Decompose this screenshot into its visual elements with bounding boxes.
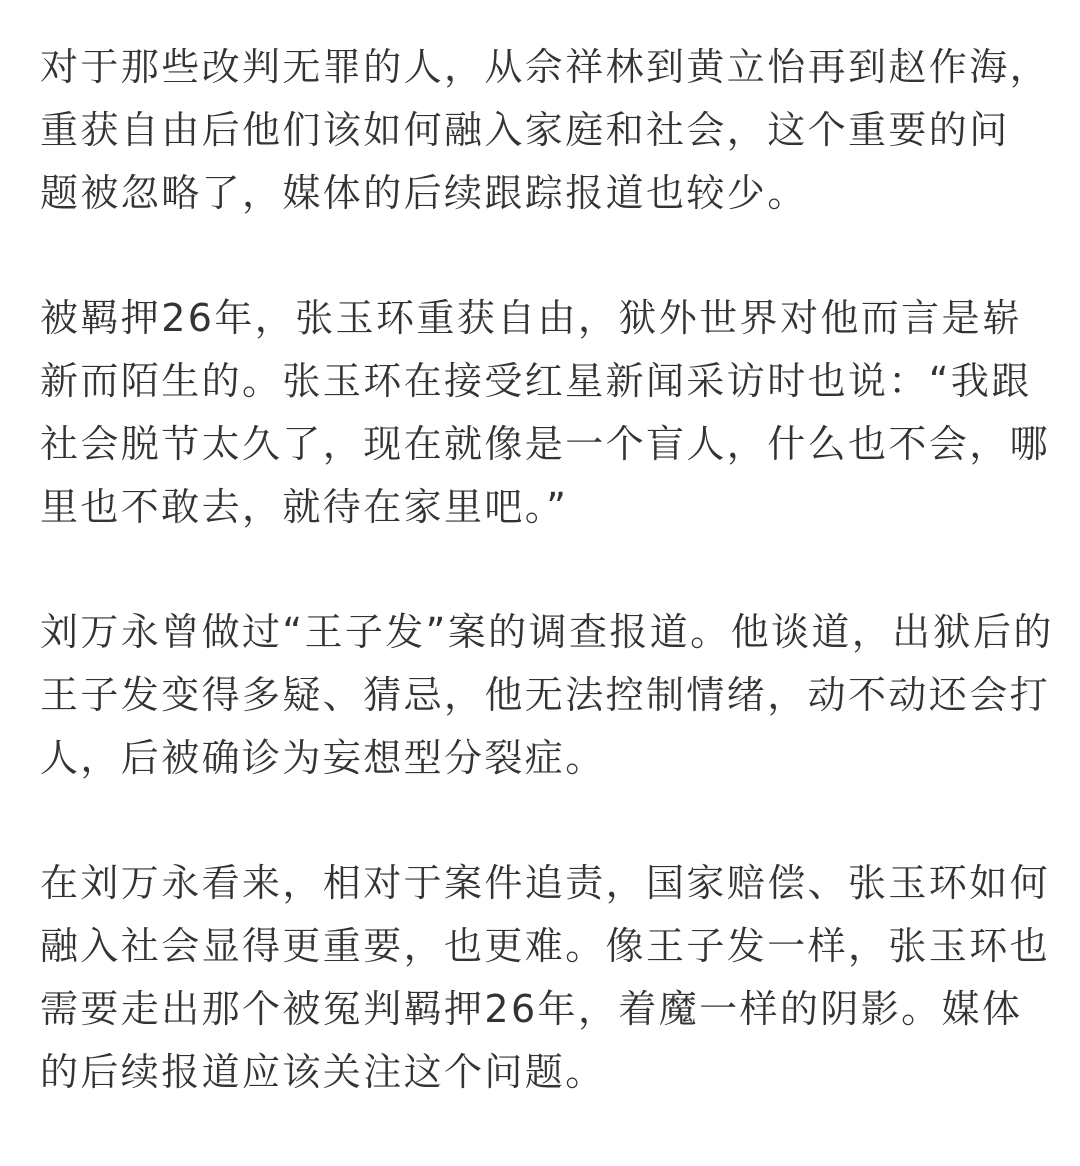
text-line: 被羁押26年，张玉环重获自由，狱外世界对他而言是崭 [40, 296, 1023, 340]
text-line: 王子发变得多疑、猜忌，他无法控制情绪，动不动还会打 [40, 673, 1051, 717]
text-line: 的后续报道应该关注这个问题。 [40, 1050, 606, 1094]
text-line: 社会脱节太久了，现在就像是一个盲人，什么也不会，哪 [40, 422, 1051, 466]
paragraph-1 [40, 36, 1050, 225]
text-line: 对于那些改判无罪的人，从佘祥林到黄立怡再到赵作海， [40, 45, 1051, 89]
paragraph-2 [40, 287, 1050, 539]
text-line: 题被忽略了，媒体的后续跟踪报道也较少。 [40, 171, 808, 215]
text-line: 新而陌生的。张玉环在接受红星新闻采访时也说：“我跟 [40, 359, 1032, 403]
text-line: 在刘万永看来，相对于案件追责，国家赔偿、张玉环如何 [40, 861, 1051, 905]
text-line: 需要走出那个被冤判羁押26年，着魔一样的阴影。媒体 [40, 987, 1023, 1031]
paragraph-4 [40, 852, 1050, 1104]
article-body [40, 36, 1054, 1166]
text-line: 刘万永曾做过“王子发”案的调查报道。他谈道，出狱后的 [40, 610, 1054, 654]
text-line: 里也不敢去，就待在家里吧。” [40, 485, 569, 529]
text-line: 重获自由后他们该如何融入家庭和社会，这个重要的问 [40, 108, 1010, 152]
text-line: 融入社会显得更重要，也更难。像王子发一样，张玉环也 [40, 924, 1051, 968]
text-line: 人，后被确诊为妄想型分裂症。 [40, 736, 606, 780]
paragraph-3 [40, 601, 1054, 790]
